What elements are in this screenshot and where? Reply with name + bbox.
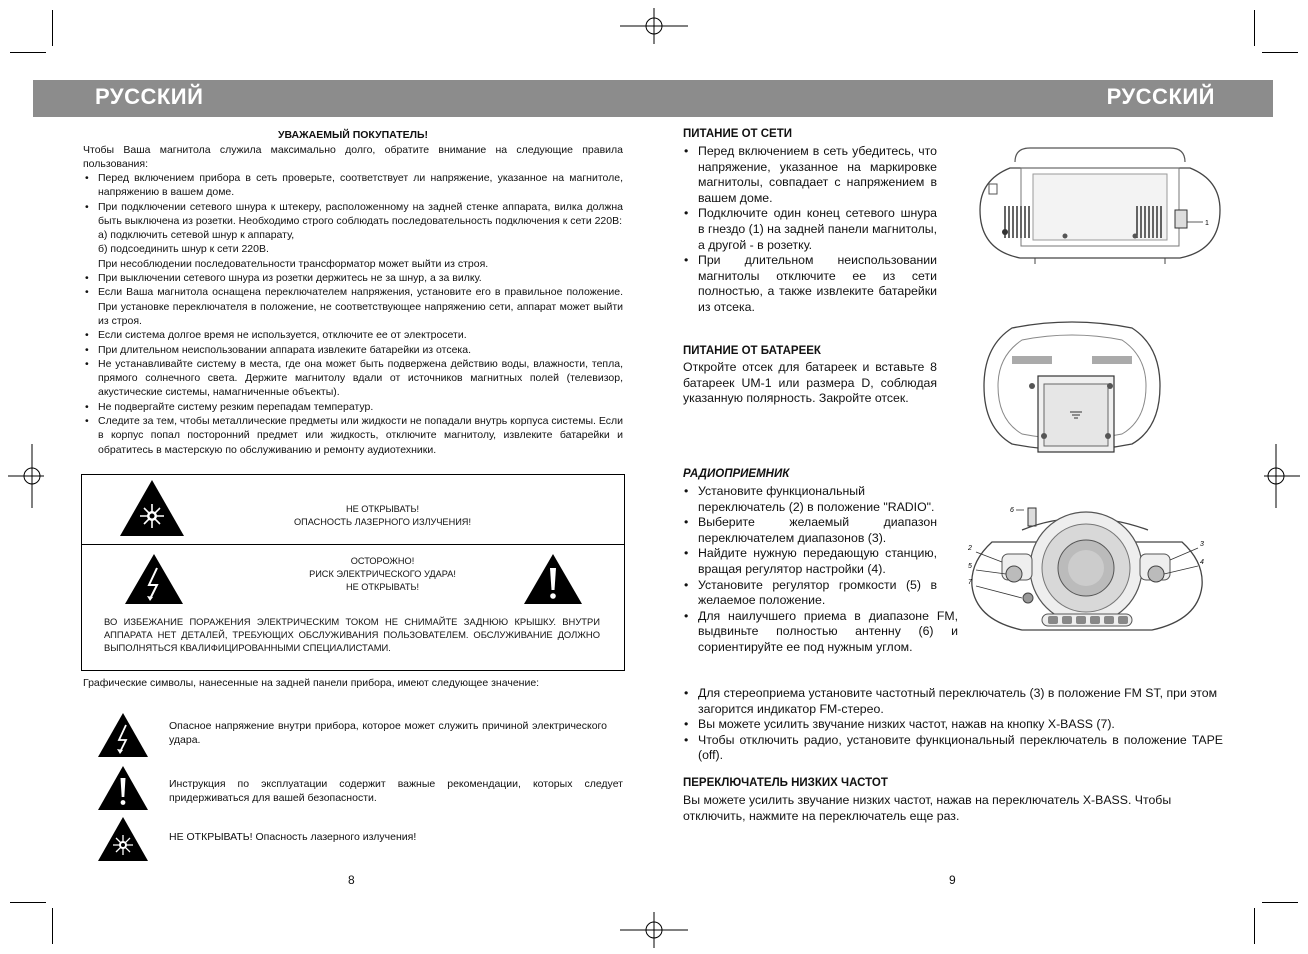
section-heading-radio: РАДИОПРИЕМНИК (683, 468, 790, 480)
list-item: • Следите за тем, чтобы металлические предметы или жидкости не попадали внутрь корпуса системы. Если в корпус попал посторонний предмет или жидкость, отключите магнитолу, извлеките батарейки и обратитесь в мастерскую по обслуживанию и ремонту аудиотехники. (83, 414, 623, 457)
registration-mark-icon (1264, 444, 1300, 508)
crop-mark (52, 908, 53, 944)
crop-mark (1254, 10, 1255, 46)
symbol-shock-text: Опасное напряжение внутри прибора, которое может служить причиной электрического удара. (169, 720, 607, 747)
registration-mark-icon (8, 444, 44, 508)
page-number-left: 8 (348, 873, 355, 887)
symbol-manual-text: Инструкция по эксплуатации содержит важные рекомендации, которых следует придерживаться для вашей безопасности. (169, 778, 623, 805)
crop-mark (1262, 52, 1298, 53)
left-page-title: РУССКИЙ (95, 84, 204, 109)
crop-mark (10, 52, 46, 53)
customer-heading: УВАЖАЕМЫЙ ПОКУПАТЕЛЬ! (277, 129, 429, 141)
exclamation-warning-icon (522, 552, 584, 606)
symbol-laser-text: НЕ ОТКРЫВАТЬ! Опасность лазерного излучения! (169, 831, 417, 843)
list-item: • Не подвергайте систему резким перепадам температур. (83, 400, 623, 414)
section-heading-bass: ПЕРЕКЛЮЧАТЕЛЬ НИЗКИХ ЧАСТОТ (683, 777, 888, 789)
laser-warning-icon (118, 478, 186, 538)
shock-warning-paragraph: ВО ИЗБЕЖАНИЕ ПОРАЖЕНИЯ ЭЛЕКТРИЧЕСКИМ ТОКОМ НЕ СНИМАЙТЕ ЗАДНЮЮ КРЫШКУ. ВНУТРИ АППАРАТА НЕТ ДЕТАЛЕЙ, ТРЕБУЮЩИХ ОБСЛУЖИВАНИЯ ПОЛЬЗОВАТЕЛЕМ. ОБСЛУЖИВАНИЕ ДОЛЖНО ВЫПОЛНЯТЬСЯ КВАЛИФИЦИРОВАННЫМИ СПЕЦИАЛИСТАМИ. (104, 616, 600, 653)
page-number-right: 9 (949, 873, 956, 887)
list-item: • Выберите желаемый диапазон переключателем диапазонов (3). (683, 515, 937, 546)
section-heading-battery: ПИТАНИЕ ОТ БАТАРЕЕК (683, 345, 821, 357)
crop-mark (10, 902, 46, 903)
intro-text: Чтобы Ваша магнитола служила максимально долго, обратите внимание на следующие правила пользования: (83, 144, 623, 171)
list-item: • При выключении сетевого шнура из розетки держитесь не за шнур, а за вилку. (83, 271, 623, 285)
radio-list-wide (683, 686, 1223, 764)
callout-4: 4 (1200, 559, 1204, 566)
exclamation-warning-icon (97, 765, 149, 811)
registration-mark-icon (620, 8, 688, 44)
radio-list-narrow (683, 484, 958, 656)
callout-7: 7 (968, 579, 972, 586)
shock-hazard-icon (123, 552, 185, 606)
crop-mark (1254, 908, 1255, 944)
front-panel-illustration (962, 502, 1212, 640)
callout-2: 2 (968, 545, 972, 552)
list-item: • При длительном неиспользовании магнитолы отключите ее из сети полностью, а также извлеките батарейки из отсека. (683, 253, 937, 315)
section-heading-mains: ПИТАНИЕ ОТ СЕТИ (683, 128, 793, 140)
list-item: • Для наилучшего приема в диапазоне FM, выдвиньте полностью антенну (6) и сориентируйте ее под нужным углом. (683, 609, 958, 656)
registration-mark-icon (620, 912, 688, 948)
list-item: • Найдите нужную передающую станцию, вращая регулятор настройки (4). (683, 546, 937, 577)
list-item: • Подключите один конец сетевого шнура в гнездо (1) на задней панели магнитолы, а другой - в розетку. (683, 206, 937, 253)
list-item: • Если Ваша магнитола оснащена переключателем напряжения, установите его в правильное положение. При установке переключателя в положение, не соответствующее напряжению сети, аппарат может выйти из строя. (83, 285, 623, 328)
list-item: • Для стереоприема установите частотный переключатель (3) в положение FM ST, при этом загорится индикатор FM-стерео. (683, 686, 1223, 717)
list-item: • При подключении сетевого шнура к штекеру, расположенному на задней стенке аппарата, вилка должна быть выключена из розетки. Необходимо строго соблюдать последовательность подключения к сети 220В: а) подключить сетевой шнур к аппарату, б) подсоединить шнур к сети 220В. При несоблюдении последовательности трансформатор может выйти из строя. (83, 200, 623, 271)
list-item: • Если система долгое время не используется, отключите ее от электросети. (83, 328, 623, 342)
list-item: • Вы можете усилить звучание низких частот, нажав на кнопку X-BASS (7). (683, 717, 1223, 733)
crop-mark (1262, 902, 1298, 903)
crop-mark (52, 10, 53, 46)
laser-warning-icon (97, 816, 149, 862)
list-item: • Перед включением в сеть убедитесь, что напряжение, указанное на маркировке магнитолы, совпадает с напряжением в вашем доме. (683, 144, 937, 206)
callout-1: 1 (1205, 220, 1209, 227)
shock-hazard-icon (97, 712, 149, 758)
battery-compartment-illustration (982, 316, 1162, 458)
list-item: • Установите регулятор громкости (5) в желаемое положение. (683, 578, 937, 609)
callout-3: 3 (1200, 541, 1204, 548)
callout-6: 6 (1010, 507, 1014, 514)
callout-5: 5 (968, 563, 972, 570)
header-banner (33, 80, 1273, 117)
bass-text: Вы можете усилить звучание низких частот, нажав на переключатель X-BASS. Чтобы отключить, нажмите на переключатель еще раз. (683, 793, 1172, 823)
list-item: • При длительном неиспользовании аппарата извлеките батарейки из отсека. (83, 343, 623, 357)
mains-list (683, 144, 937, 316)
back-panel-illustration (975, 140, 1225, 268)
list-item: • Не устанавливайте систему в места, где она может быть подвержена действию воды, влажности, тепла, прямого солнечного света. Держите магнитолу вдали от источников магнитных полей (телевизор, акустические системы, намагниченные объекты). (83, 357, 623, 400)
rules-list (83, 171, 623, 457)
right-page-title: РУССКИЙ (1106, 84, 1215, 109)
shock-caution-text: ОСТОРОЖНО! РИСК ЭЛЕКТРИЧЕСКОГО УДАРА! НЕ ОТКРЫВАТЬ! (309, 556, 456, 593)
laser-warning-text: НЕ ОТКРЫВАТЬ! ОПАСНОСТЬ ЛАЗЕРНОГО ИЗЛУЧЕНИЯ! (293, 504, 471, 528)
symbols-intro: Графические символы, нанесенные на задней панели прибора, имеют следующее значение: (83, 677, 540, 689)
list-item: • Перед включением прибора в сеть проверьте, соответствует ли напряжение, указанное на магнитоле, напряжению в вашем доме. (83, 171, 623, 200)
list-item: • Установите функциональный переключатель (2) в положение "RADIO". (683, 484, 937, 515)
battery-text: Откройте отсек для батареек и вставьте 8 батареек UM-1 или размера D, соблюдая указанную полярность. Закройте отсек. (683, 360, 937, 406)
list-item: • Чтобы отключить радио, установите функциональный переключатель в положение TAPE (off). (683, 733, 1223, 764)
